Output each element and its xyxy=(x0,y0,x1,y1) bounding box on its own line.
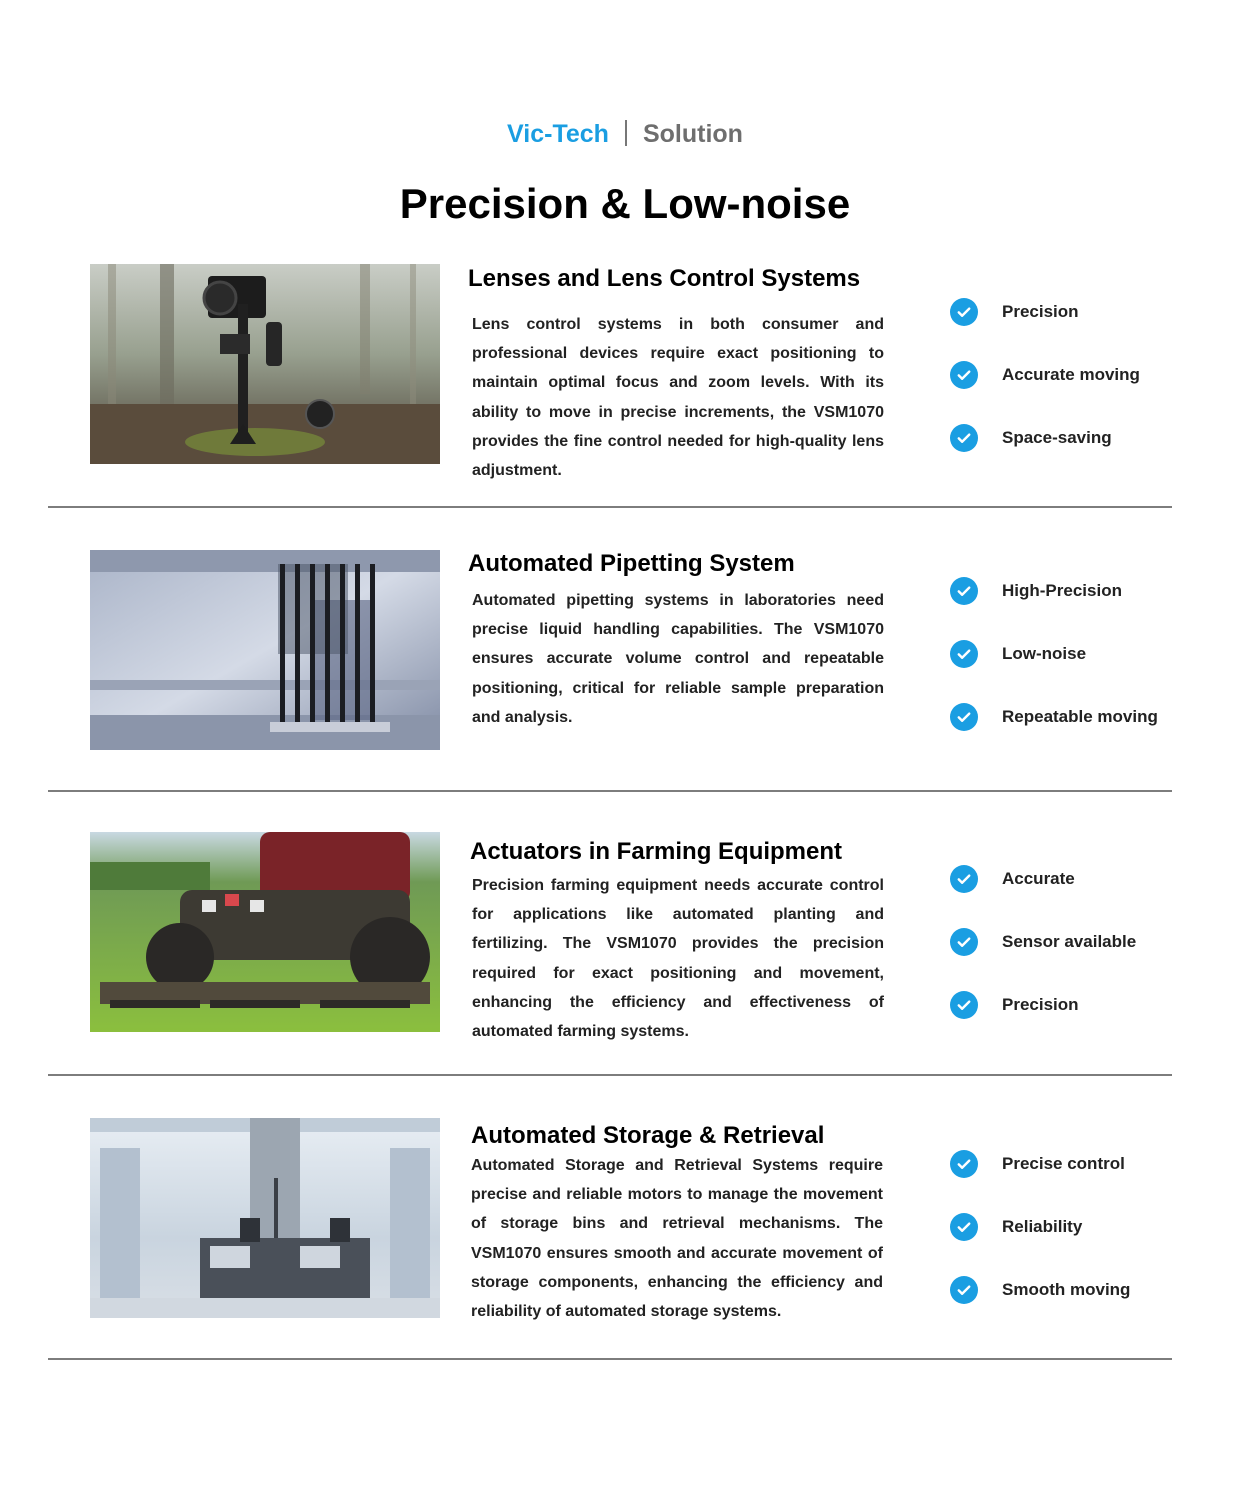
check-circle-icon xyxy=(950,424,978,452)
check-circle-icon xyxy=(950,1150,978,1178)
feature-label: High-Precision xyxy=(1002,581,1122,600)
feature-label: Precise control xyxy=(1002,1154,1125,1173)
lens-gimbal-photo xyxy=(90,264,440,464)
storage-warehouse-photo xyxy=(90,1118,440,1318)
section-description: Automated Storage and Retrieval Systems require precise and reliable motors to manage the movement of storage bins and retrieval mechanisms. The VSM1070 ensures smooth and accurate movement of storage components, enhancing the efficiency and reliability of automated storage systems. xyxy=(471,1157,883,1321)
check-circle-icon xyxy=(950,991,978,1019)
pipetting-system-photo xyxy=(90,550,440,750)
section-title: Automated Pipetting System xyxy=(468,550,795,577)
brand-section: Solution xyxy=(642,120,743,148)
feature-label: Space-saving xyxy=(1002,428,1112,447)
feature-label: Precision xyxy=(1002,302,1079,321)
feature-label: Reliability xyxy=(1002,1217,1083,1236)
feature-label: Accurate xyxy=(1002,869,1075,888)
feature-item xyxy=(950,424,1112,452)
feature-item xyxy=(950,1276,1130,1304)
check-circle-icon xyxy=(950,298,978,326)
feature-label: Repeatable moving xyxy=(1002,707,1158,726)
check-circle-icon xyxy=(950,703,978,731)
section-divider xyxy=(48,1358,1172,1360)
section-title: Actuators in Farming Equipment xyxy=(470,838,843,865)
section-description: Precision farming equipment needs accurate control for applications like automated planting and fertilizing. The VSM1070 provides the precision required for exact positioning and movement, enhancing the efficiency and effectiveness of automated farming systems. xyxy=(472,877,884,1041)
check-circle-icon xyxy=(950,361,978,389)
feature-label: Smooth moving xyxy=(1002,1280,1131,1299)
feature-item xyxy=(950,865,1075,893)
check-circle-icon xyxy=(950,928,978,956)
section-title: Automated Storage & Retrieval xyxy=(471,1122,825,1149)
brand-separator xyxy=(625,120,627,146)
section-description: Lens control systems in both consumer and professional devices require exact positioning to maintain optimal focus and zoom levels. With its ability to move in precise increments, the VSM1070 provides the fine control needed for high-quality lens adjustment. xyxy=(472,316,884,480)
feature-label: Precision xyxy=(1002,995,1079,1014)
feature-item xyxy=(950,1150,1125,1178)
section-divider xyxy=(48,1074,1172,1076)
check-circle-icon xyxy=(950,865,978,893)
check-circle-icon xyxy=(950,640,978,668)
section-description: Automated pipetting systems in laboratories need precise liquid handling capabilities. The VSM1070 ensures accurate volume control and repeatable positioning, critical for reliable sample preparation and analysis. xyxy=(472,592,884,726)
check-circle-icon xyxy=(950,1213,978,1241)
feature-item xyxy=(950,577,1122,605)
feature-item xyxy=(950,640,1086,668)
feature-item xyxy=(950,991,1079,1019)
check-circle-icon xyxy=(950,577,978,605)
feature-item xyxy=(950,361,1140,389)
brand-name: Vic-Tech xyxy=(507,120,609,148)
feature-item xyxy=(950,1213,1082,1241)
section-divider xyxy=(48,790,1172,792)
feature-label: Accurate moving xyxy=(1002,365,1140,384)
page-title: Precision & Low-noise xyxy=(399,180,851,227)
feature-item xyxy=(950,298,1079,326)
farming-mower-photo xyxy=(90,832,440,1032)
section-title: Lenses and Lens Control Systems xyxy=(468,265,861,292)
feature-item xyxy=(950,703,1158,731)
section-divider xyxy=(48,506,1172,508)
feature-label: Low-noise xyxy=(1002,644,1087,663)
brand-header xyxy=(0,118,1250,150)
check-circle-icon xyxy=(950,1276,978,1304)
feature-label: Sensor available xyxy=(1002,932,1137,951)
feature-item xyxy=(950,928,1136,956)
